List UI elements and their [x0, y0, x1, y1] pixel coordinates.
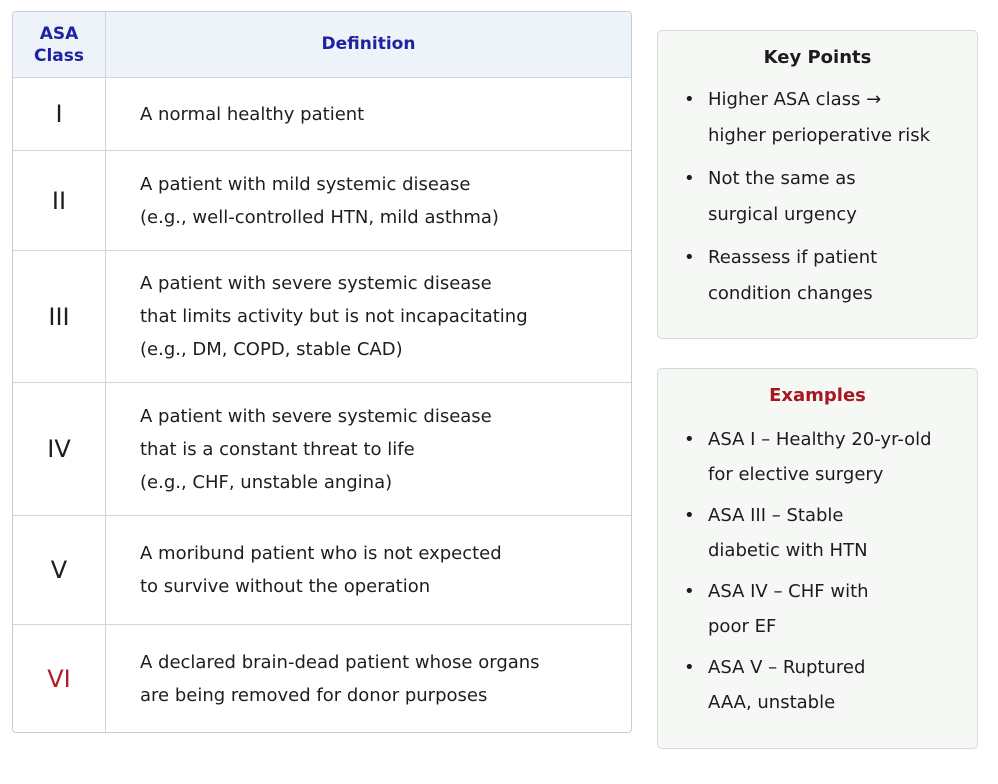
list-item-text: ASA IV – CHF with [708, 581, 869, 602]
bullet-icon: • [684, 657, 695, 678]
key-points-list [658, 82, 977, 312]
list-item-text: AAA, unstable [708, 692, 836, 713]
definition-line: (e.g., well-controlled HTN, mild asthma) [140, 206, 499, 228]
table-row [13, 382, 631, 515]
list-item-text: condition changes [708, 283, 873, 304]
asa-class-cell: I [13, 78, 106, 150]
list-item [658, 574, 977, 644]
bullet-icon: • [684, 168, 695, 189]
list-item [658, 82, 977, 154]
header-class-line1: ASA [39, 23, 79, 44]
list-item-text: higher perioperative risk [708, 125, 930, 146]
list-item-text: Not the same as [708, 168, 856, 189]
bullet-icon: • [684, 581, 695, 602]
list-item [658, 161, 977, 233]
bullet-icon: • [684, 89, 695, 110]
list-item-text: poor EF [708, 616, 777, 637]
list-item [658, 240, 977, 312]
list-item [658, 650, 977, 720]
asa-class-cell: IV [13, 383, 106, 515]
list-item-text: diabetic with HTN [708, 540, 868, 561]
definition-line: A normal healthy patient [140, 103, 365, 125]
list-item-text: Reassess if patient [708, 247, 878, 268]
header-asa-class [13, 12, 106, 77]
definition-cell [106, 516, 631, 624]
definition-cell [106, 251, 631, 382]
definition-line: to survive without the operation [140, 576, 431, 597]
asa-classification-table [12, 11, 632, 733]
table-row [13, 515, 631, 624]
examples-panel [657, 368, 978, 749]
asa-class-cell: II [13, 151, 106, 250]
definition-line: that is a constant threat to life [140, 438, 415, 460]
definition-line: (e.g., DM, COPD, stable CAD) [140, 339, 403, 360]
bullet-icon: • [684, 429, 695, 450]
list-item-text: ASA I – Healthy 20-yr-old [708, 429, 932, 450]
header-class-line2: Class [33, 45, 84, 66]
asa-class-cell: V [13, 516, 106, 624]
list-item-text: for elective surgery [708, 464, 884, 485]
table-row [13, 150, 631, 250]
definition-cell [106, 625, 631, 732]
definition-line: are being removed for donor purposes [140, 684, 488, 706]
list-item-text: surgical urgency [708, 204, 857, 225]
table-row [13, 77, 631, 150]
key-points-panel [657, 30, 978, 339]
list-item-text: ASA V – Ruptured [708, 657, 866, 678]
key-points-title: Key Points [763, 47, 872, 68]
definition-line: A patient with severe systemic disease [140, 273, 492, 294]
definition-line: (e.g., CHF, unstable angina) [140, 471, 393, 493]
examples-title: Examples [769, 385, 866, 406]
list-item [658, 422, 977, 492]
header-definition: Definition [321, 34, 416, 54]
definition-cell [106, 78, 631, 150]
definition-line: that limits activity but is not incapacitating [140, 306, 528, 327]
table-row [13, 624, 631, 732]
bullet-icon: • [684, 505, 695, 526]
definition-line: A patient with mild systemic disease [140, 173, 471, 195]
list-item-text: ASA III – Stable [708, 505, 844, 526]
definition-cell [106, 151, 631, 250]
list-item [658, 498, 977, 568]
definition-line: A moribund patient who is not expected [140, 543, 502, 564]
bullet-icon: • [684, 247, 695, 268]
definition-line: A declared brain-dead patient whose organs [140, 651, 540, 673]
definition-line: A patient with severe systemic disease [140, 405, 492, 427]
list-item-text: Higher ASA class → [708, 89, 882, 110]
table-header-row [13, 12, 631, 77]
asa-class-cell: III [13, 251, 106, 382]
asa-class-cell: VI [13, 625, 106, 732]
table-row [13, 250, 631, 382]
definition-cell [106, 383, 631, 515]
examples-list [658, 422, 977, 720]
